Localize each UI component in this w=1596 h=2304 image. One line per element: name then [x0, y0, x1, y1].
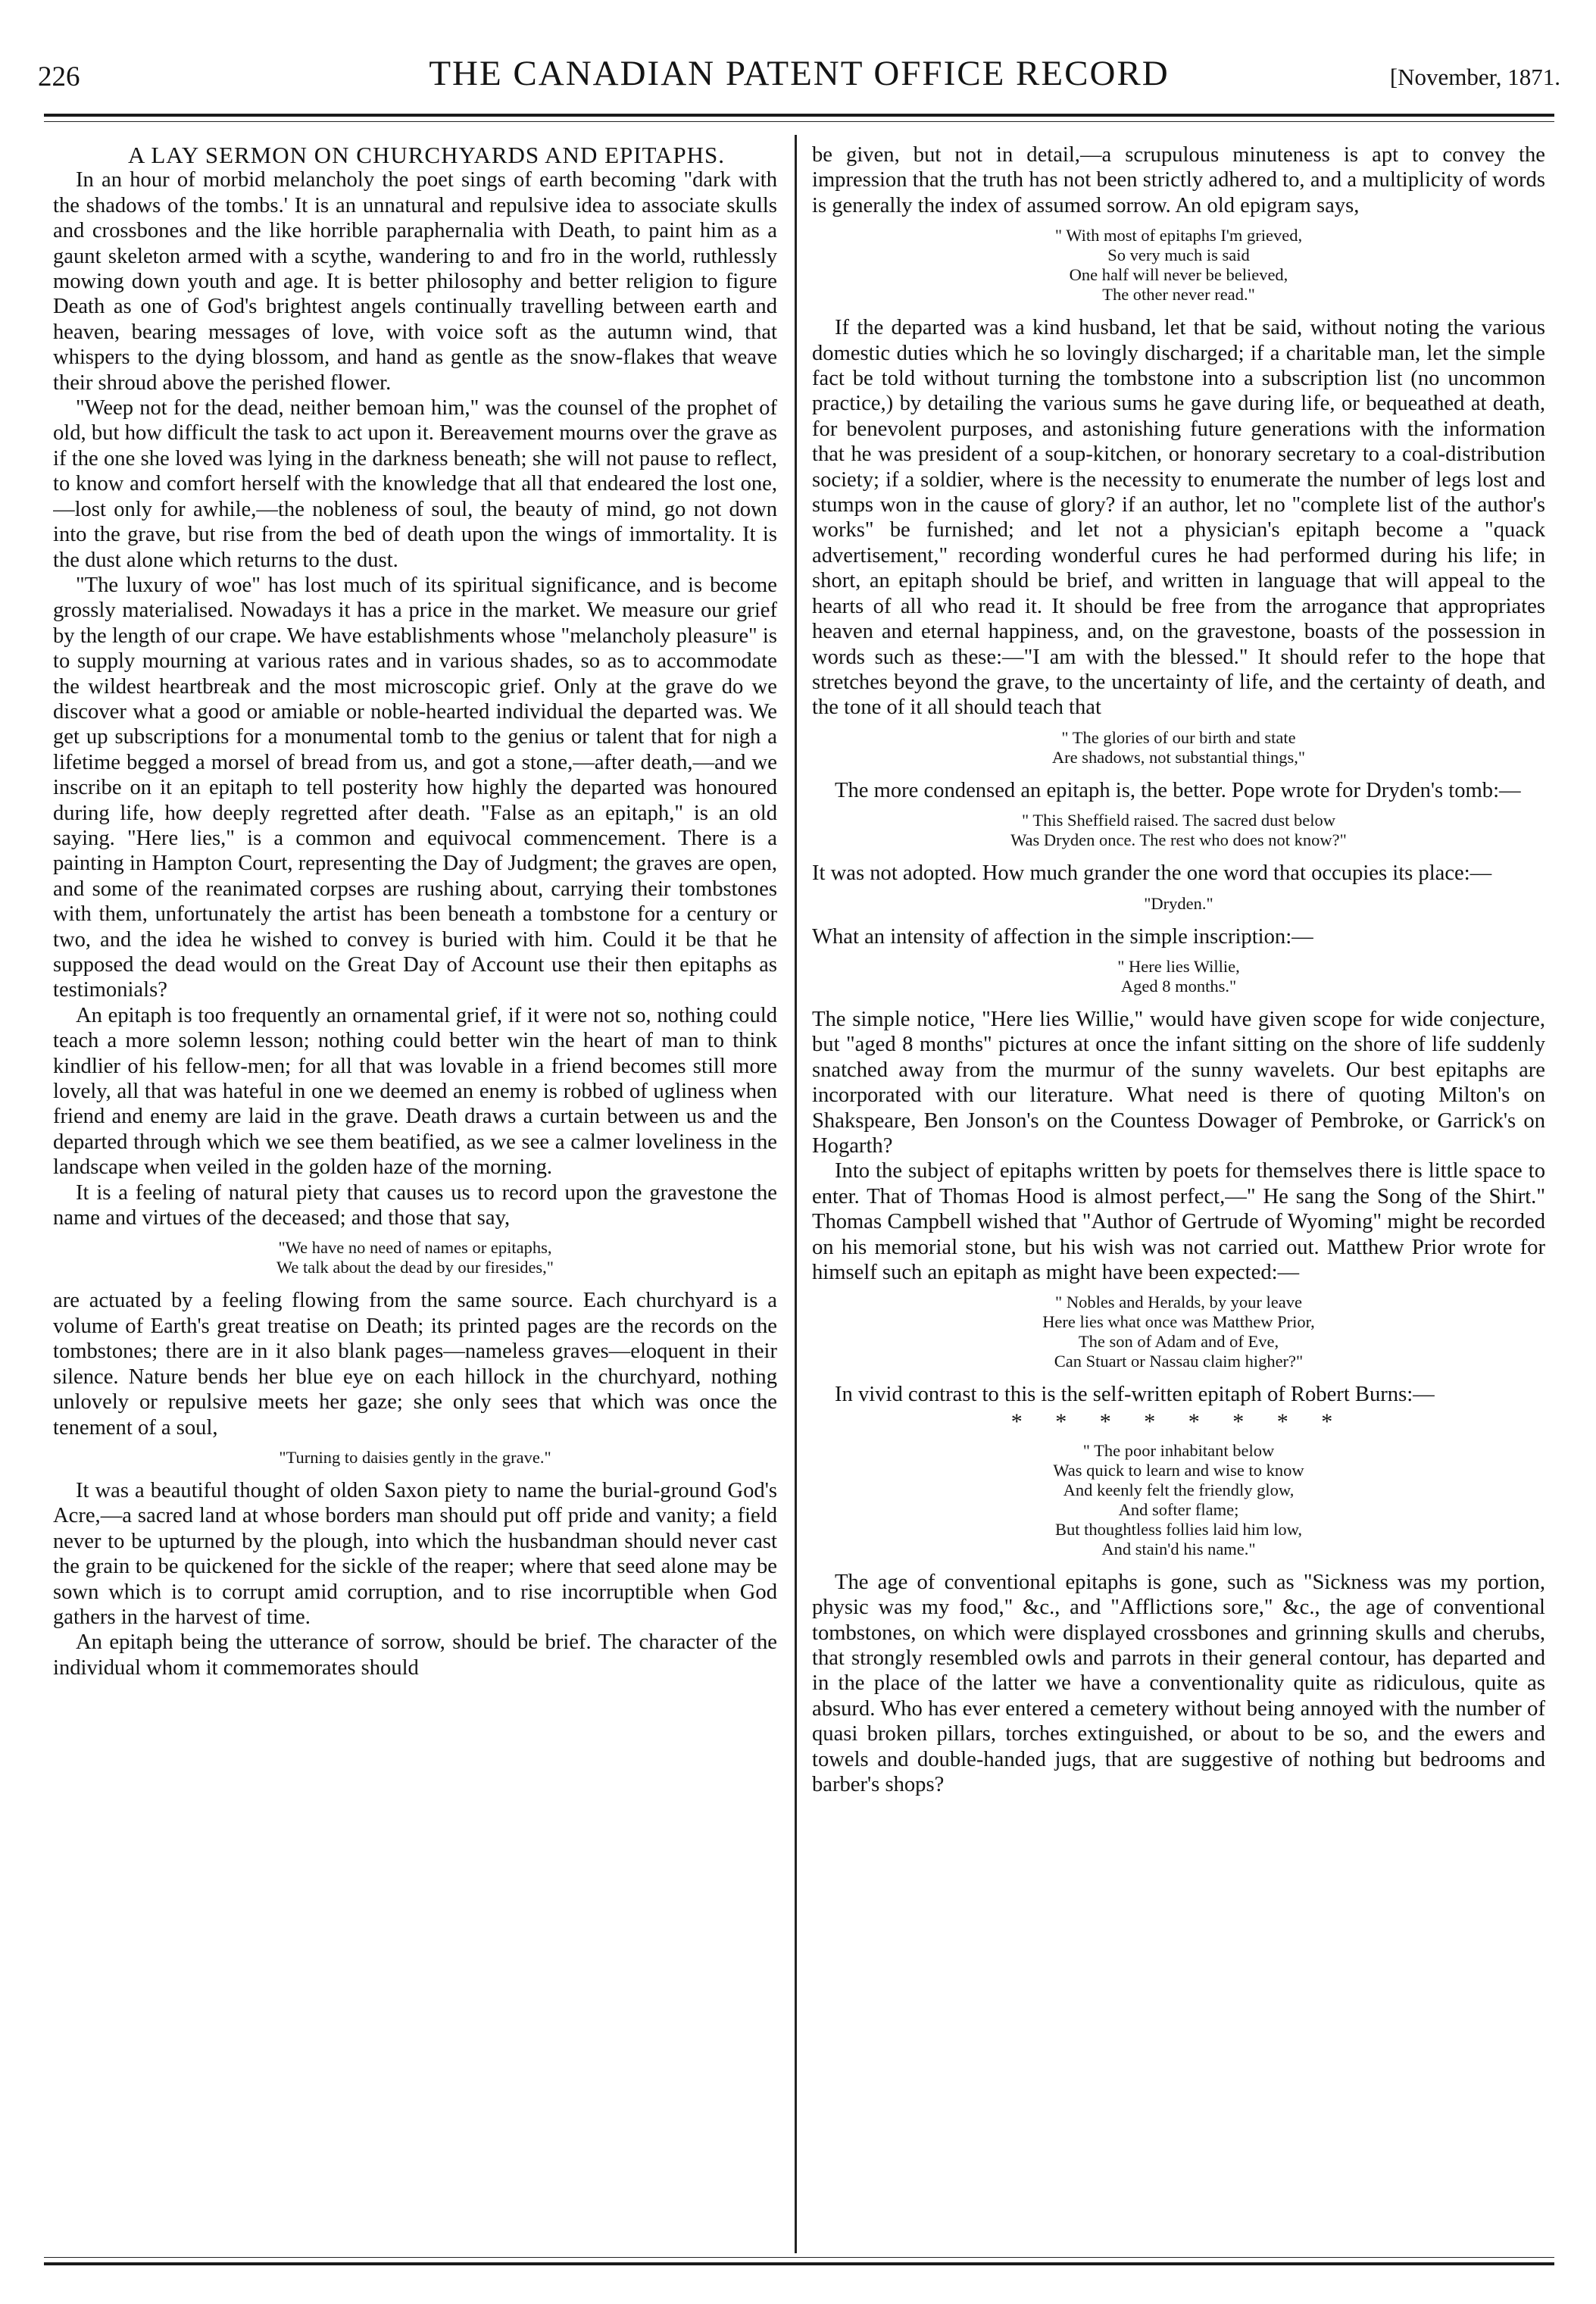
paragraph: Into the subject of epitaphs written by poets for themselves there is little space to enter. That of Thomas Hood is almost perfect,—" He sang the Song of the Shirt." Thomas Campbell wished that "Author of Gertrude of Wyoming" might be recorded on his memorial stone, but his wish was not carried out. Matthew Prior wrote for himself such an epitaph as might have been expected:— — [812, 1159, 1545, 1284]
paragraph: The more condensed an epitaph is, the better. Pope wrote for Dryden's tomb:— — [835, 778, 1521, 802]
paragraph: It was not adopted. How much grander the one word that occupies its place:— — [812, 861, 1492, 886]
verse-quote — [812, 226, 1545, 305]
page-number: 226 — [38, 61, 80, 92]
paragraph: "The luxury of woe" has lost much of its spiritual significance, and is become grossly materialised. Nowadays it has a price in the market. We measure our grief by the length of our crape. We have establishments whose "melancholy pleasure" is to supply mourning at various rates and in various shades, so as to accommodate the wildest heartbreak and the most microscopic grief. Only at the grave do we discover what a good or amiable or noble-hearted individual the departed was. We get up subscriptions for a monumental tomb to the genius or talent that for nigh a lifetime begged a morsel of bread from us, and got a stone,—after death,—and we inscribe on it an epitaph to tell posterity how highly the departed was honoured during life, how deeply regretted after death. "False as an epitaph," is an old saying. "Here lies," is a common and equivocal commencement. There is a painting in Hampton Court, representing the Day of Judgment; the graves are open, and some of the reanimated corpses are rushing about, carrying their tombstones with them, unfortunately the artist has been beneath a tombstone for a century or two, and the idea he wished to convey is buried with him. Could it be that he supposed the dead would on the Great Day of Account use their then epitaphs as testimonials? — [53, 573, 777, 1002]
verse-line: And stain'd his name." — [1101, 1539, 1256, 1558]
paragraph: An epitaph being the utterance of sorrow, should be brief. The character of the individual whom it commemorates should — [53, 1630, 777, 1680]
verse-line: "Dryden." — [1144, 893, 1213, 913]
verse-quote — [812, 957, 1545, 996]
verse-line: "We have no need of names or epitaphs, — [278, 1238, 552, 1258]
column-left — [53, 142, 777, 2256]
verse-line: But thoughtless follies laid him low, — [1054, 1519, 1303, 1539]
paragraph: If the departed was a kind husband, let that be said, without noting the various domestic duties which he so lovingly discharged; if a charitable man, let the simple fact be told without turning the tombstone into a subscription list (no uncommon practice,) by detailing the various sums he gave during life, or bequeathed at death, for benevolent purposes, and astonishing future generations with the information that he was president of a soup-kitchen, or honorary secretary to a coal-distribution society; if a soldier, where is the necessity to enumerate the number of legs lost and stumps won in the cause of glory? if an author, let no "complete list of the author's works" be furnished; and let not a physician's epitaph become a "quack advertisement," recording wonderful cures he had performed during his life; in short, an epitaph should be brief, and written in language that will appeal to the hearts of all who read it. It should be free from the arrogance that appropriates heaven and eternal happiness, and, on the gravestone, boasts of the possession in words such as these:—"I am with the blessed." It should refer to the hope that stretches beyond the grave, to the uncertainty of life, and the certainty of death, and the tone of it all should teach that — [812, 316, 1545, 720]
paragraph: It was a beautiful thought of olden Saxon piety to name the burial-ground God's Acre,—a sacred land at whose borders man should put off pride and vanity; a field never to be upturned by the plough, into which the husbandman should never cast the grain to be quickened for the sickle of the reaper; where that seed alone may be sown which is to corrupt amid corruption, and to rise incorruptible when God gathers in the harvest of time. — [53, 1478, 777, 1629]
verse-quote — [812, 728, 1545, 767]
paragraph: In an hour of morbid melancholy the poet sings of earth becoming "dark with the shadows of the tombs.' It is an unnatural and repulsive idea to associate skulls and crossbones and the like horrible paraphernalia with Death, to paint him as a gaunt skeleton armed with a scythe, wandering to and fro in the world, ruthlessly mowing down youth and age. It is better philosophy and better religion to figure Death as one of God's brightest angels continually travelling between earth and heaven, bearing messages of love, with voice soft as the autumn wind, that whispers to the dying blossom, and hand as gentle as the snow-flakes that weave their shroud above the perished flower. — [53, 168, 777, 395]
verse-line: One half will never be believed, — [1069, 265, 1288, 285]
article-title: A LAY SERMON ON CHURCHYARDS AND EPITAPHS. — [127, 142, 726, 168]
verse-line: So very much is said — [1107, 245, 1250, 265]
verse-quote — [53, 1448, 777, 1468]
verse-line: The other never read." — [1102, 285, 1255, 305]
paragraph: The simple notice, "Here lies Willie," would have given scope for wide conjecture, but "aged 8 months" pictures at once the infant sitting on the shore of life suddenly snatched away from the murmur of the sunny wavelets. Our best epitaphs are incorporated with our literature. What need is there of quoting Milton's on Shakspeare, Ben Jonson's on the Countess Dowager of Pembroke, or Garrick's on Hogarth? — [812, 1007, 1545, 1158]
page-header — [38, 50, 1560, 103]
paragraph: It is a feeling of natural piety that causes us to record upon the gravestone the name and virtues of the deceased; and those that say, — [53, 1180, 777, 1230]
column-right — [812, 142, 1545, 2256]
verse-line: Was quick to learn and wise to know — [1053, 1460, 1304, 1480]
verse-quote — [812, 894, 1545, 914]
verse-line: " Here lies Willie, — [1117, 956, 1240, 976]
verse-line: Was Dryden once. The rest who does not know?" — [1010, 830, 1347, 850]
verse-line: And keenly felt the friendly glow, — [1063, 1480, 1295, 1499]
verse-quote — [53, 1238, 777, 1277]
verse-quote — [812, 1441, 1545, 1559]
verse-line: " Nobles and Heralds, by your leave — [1055, 1293, 1302, 1312]
column-divider — [795, 135, 797, 2253]
paragraph: "Weep not for the dead, neither bemoan him," was the counsel of the prophet of old, but how difficult the task to act upon it. Bereavement mourns over the grave as if the one she loved was lying in the darkness beneath; she will not pause to reflect, to know and comfort herself with the knowledge that all that endeared the lost one,—lost only for awhile,—the nobleness of soul, the beauty of mind, go not down into the grave, but rise from the bed of death upon the wings of immortality. It is the dust alone which returns to the dust. — [53, 396, 777, 572]
paragraph: An epitaph is too frequently an ornamental grief, if it were not so, nothing could teach a more solemn lesson; nothing could better win the heart of man to think kindlier of his fellow-men; for all that was lovable in a friend becomes still more lovely, all that was hateful in one we deemed an enemy is robbed of ugliness when friend and enemy are laid in the grave. Death draws a curtain between us and the departed through which we see them beatified, as we see a calmer loveliness in the landscape when veiled in the golden haze of the morning. — [53, 1003, 777, 1180]
verse-line: We talk about the dead by our firesides," — [276, 1258, 554, 1277]
verse-line: " The poor inhabitant below — [1082, 1440, 1275, 1460]
paragraph: are actuated by a feeling flowing from the same source. Each churchyard is a volume of Earth's great treatise on Death; its printed pages are the records on the tombstones; there are in it also blank pages—nameless graves—eloquent in their silence. Nature bends her blue eye on each hillock in the churchyard, nothing unlovely or repulsive meets her gaze; she only sees that which was once the tenement of a soul, — [53, 1289, 777, 1440]
verse-quote — [812, 811, 1545, 850]
verse-quote — [812, 1293, 1545, 1371]
paragraph: be given, but not in detail,—a scrupulous minuteness is apt to convey the impression that the truth has not been strictly adhered to, and a multiplicity of words is generally the index of assumed sorrow. An old epigram says, — [812, 143, 1545, 217]
paragraph: In vivid contrast to this is the self-written epitaph of Robert Burns:— — [835, 1383, 1435, 1407]
verse-line: Can Stuart or Nassau claim higher?" — [1054, 1352, 1304, 1371]
verse-line: And softer flame; — [1118, 1499, 1239, 1519]
verse-line: Are shadows, not substantial things," — [1051, 747, 1306, 767]
issue-date: [November, 1871. — [1389, 64, 1560, 90]
verse-line: "Turning to daisies gently in the grave." — [279, 1447, 551, 1467]
verse-line: Aged 8 months." — [1120, 976, 1237, 996]
paragraph: What an intensity of affection in the simple inscription:— — [812, 924, 1313, 949]
asterisk-row: * * * * * * * * — [1010, 1408, 1347, 1434]
verse-line: " With most of epitaphs I'm grieved, — [1054, 226, 1303, 245]
paragraph: The age of conventional epitaphs is gone, such as "Sickness was my portion, physic was my food," &c., and "Afflictions sore," &c., the age of conventional tombstones, on which were displayed crossbones and grinning skulls and cherubs, that strongly resembled owls and parrots in their general contour, has departed and in the place of the latter we have a conventionality quite as ridiculous, quite as absurd. Who has ever entered a cemetery without being annoyed with the number of quasi broken pillars, torches extinguished, or about to be so, and the ewers and towels and double-handed jugs, that are suggestive of nothing but bedrooms and barber's shops? — [812, 1570, 1545, 1797]
verse-line: The son of Adam and of Eve, — [1078, 1332, 1279, 1352]
verse-line: " The glories of our birth and state — [1061, 727, 1296, 747]
verse-line: " This Sheffield raised. The sacred dust below — [1021, 811, 1336, 830]
journal-title: THE CANADIAN PATENT OFFICE RECORD — [429, 54, 1170, 93]
verse-line: Here lies what once was Matthew Prior, — [1042, 1312, 1315, 1332]
